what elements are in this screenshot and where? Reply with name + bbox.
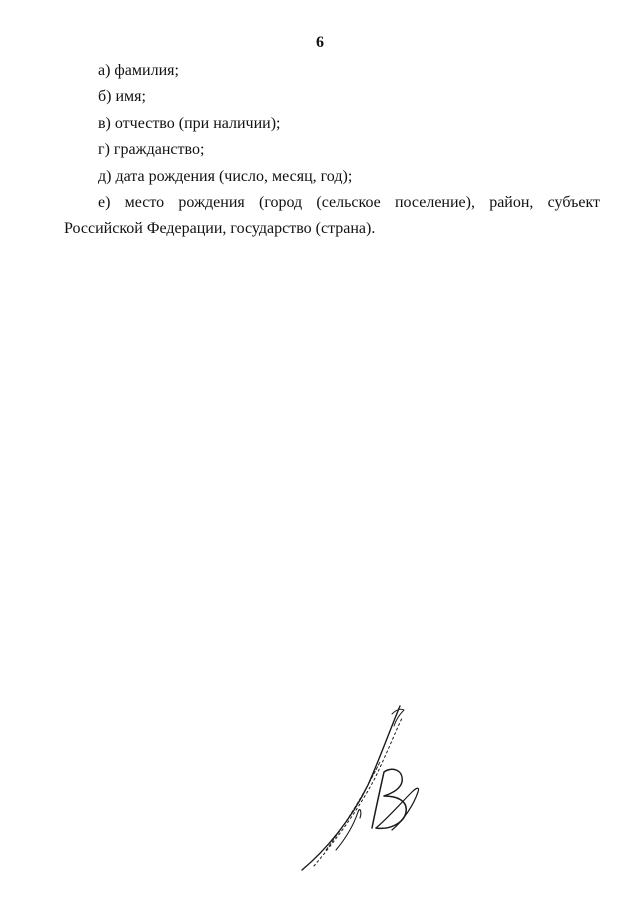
list-item: в) отчество (при наличии); bbox=[98, 114, 281, 132]
list-item: б) имя; bbox=[98, 88, 146, 106]
list-item: а) фамилия; bbox=[98, 62, 179, 79]
list-item: д) дата рождения (число, месяц, год); bbox=[98, 167, 353, 185]
list-item: е) место рождения (город (сельское поселение), район, субъект Российской Федерации, государство (страна). bbox=[64, 194, 600, 238]
list-item: г) гражданство; bbox=[98, 141, 205, 159]
page-number: 6 bbox=[316, 34, 324, 51]
handwritten-signature bbox=[296, 700, 428, 878]
field-list bbox=[64, 58, 600, 243]
